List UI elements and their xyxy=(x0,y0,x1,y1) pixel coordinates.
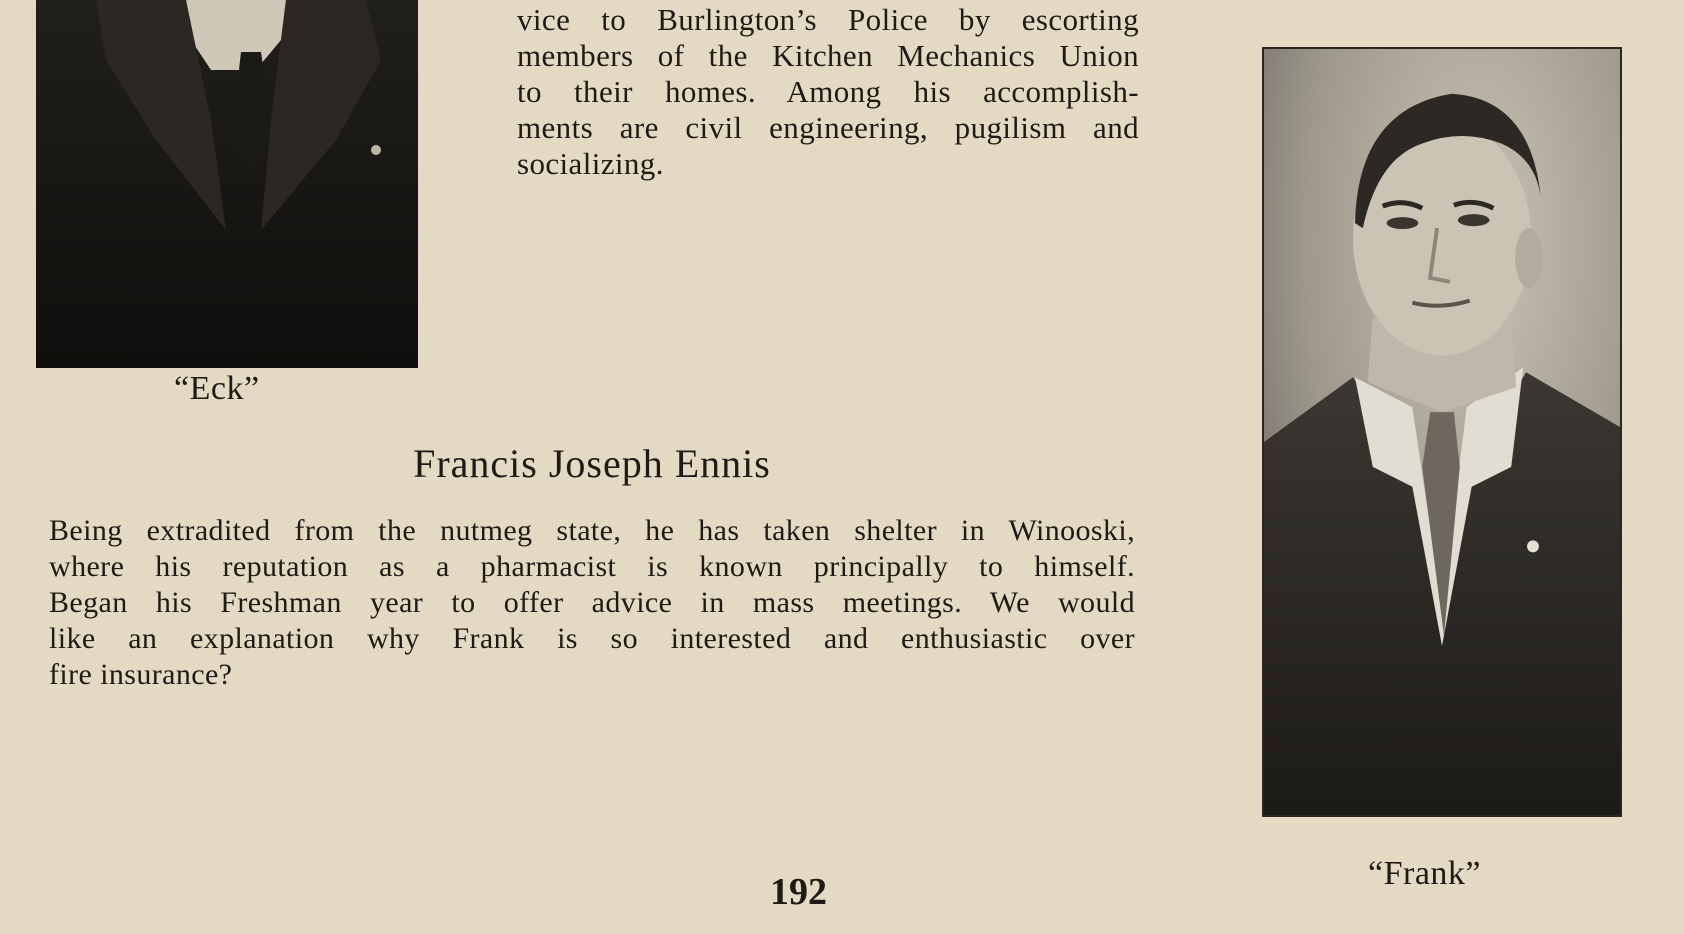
page-number: 192 xyxy=(770,871,827,913)
bio-line: members of the Kitchen Mechanics Union xyxy=(517,38,1139,73)
portrait-frank-image xyxy=(1264,49,1620,815)
bio-line: like an explanation why Frank is so interested and enthusiastic over xyxy=(49,622,1135,655)
entry-name: Francis Joseph Ennis xyxy=(413,441,771,486)
entry-bio xyxy=(49,513,1135,693)
portrait-eck-image xyxy=(36,0,418,368)
bio-line: vice to Burlington’s Police by escorting xyxy=(517,2,1139,37)
portrait-photo-frank xyxy=(1262,47,1622,817)
bio-line: to their homes. Among his accomplish- xyxy=(517,74,1139,109)
bio-line: socializing. xyxy=(517,146,664,181)
portrait-caption-frank: “Frank” xyxy=(1368,855,1482,892)
bio-line: Being extradited from the nutmeg state, he has taken shelter in Winooski, xyxy=(49,514,1135,547)
bio-line: fire insurance? xyxy=(49,658,233,691)
portrait-caption-eck: “Eck” xyxy=(174,370,260,407)
previous-entry-bio xyxy=(517,2,1139,182)
bio-line: where his reputation as a pharmacist is known principally to himself. xyxy=(49,550,1135,583)
bio-line: Began his Freshman year to offer advice in mass meetings. We would xyxy=(49,586,1135,619)
bio-line: ments are civil engineering, pugilism and xyxy=(517,110,1139,145)
portrait-photo-eck xyxy=(36,0,418,368)
